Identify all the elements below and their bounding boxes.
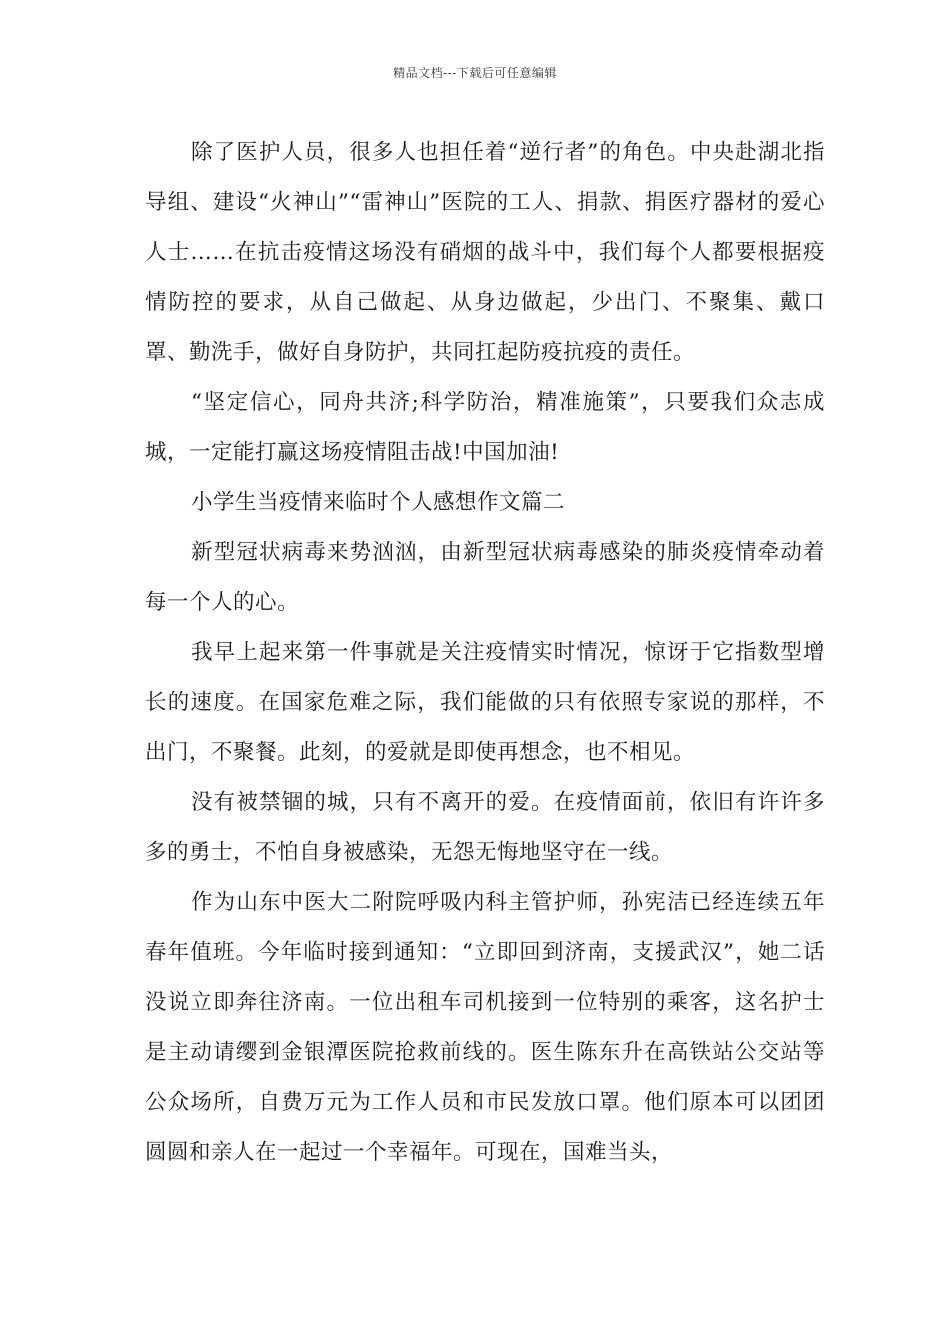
paragraph-2: “坚定信心，同舟共济;科学防治，精准施策”，只要我们众志成城，一定能打赢这场疫情阻击战!中国加油!: [145, 390, 825, 465]
section-heading: 小学生当疫情来临时个人感想作文篇二: [191, 490, 566, 515]
page-header: 精品文档---下载后可任意编辑: [393, 66, 557, 80]
paragraph-4: 我早上起来第一件事就是关注疫情实时情况，惊讶于它指数型增长的速度。在国家危难之际，我们能做的只有依照专家说的那样，不出门，不聚餐。此刻，的爱就是即使再想念，也不相见。: [145, 640, 825, 765]
paragraph-1: 除了医护人员，很多人也担任着“逆行者”的角色。中央赴湖北指导组、建设“火神山”“雷神山”医院的工人、捐款、捐医疗器材的爱心人士……在抗击疫情这场没有硝烟的战斗中，我们每个人都要根据疫情防控的要求，从自己做起、从身边做起，少出门、不聚集、戴口罩、勤洗手，做好自身防护，共同扛起防疫抗疫的责任。: [145, 140, 825, 365]
paragraph-5: 没有被禁锢的城，只有不离开的爱。在疫情面前，依旧有许许多多的勇士，不怕自身被感染，无怨无悔地坚守在一线。: [145, 790, 825, 865]
document-body: [145, 128, 825, 1178]
paragraph-6: 作为山东中医大二附院呼吸内科主管护师，孙宪洁已经连续五年春年值班。今年临时接到通知：“立即回到济南，支援武汉”，她二话没说立即奔往济南。一位出租车司机接到一位特别的乘客，这名护士是主动请缨到金银潭医院抢救前线的。医生陈东升在高铁站公交站等公众场所，自费万元为工作人员和市民发放口罩。他们原本可以团团圆圆和亲人在一起过一个幸福年。可现在，国难当头，: [145, 890, 825, 1165]
paragraph-3: 新型冠状病毒来势汹汹，由新型冠状病毒感染的肺炎疫情牵动着每一个人的心。: [145, 540, 825, 615]
